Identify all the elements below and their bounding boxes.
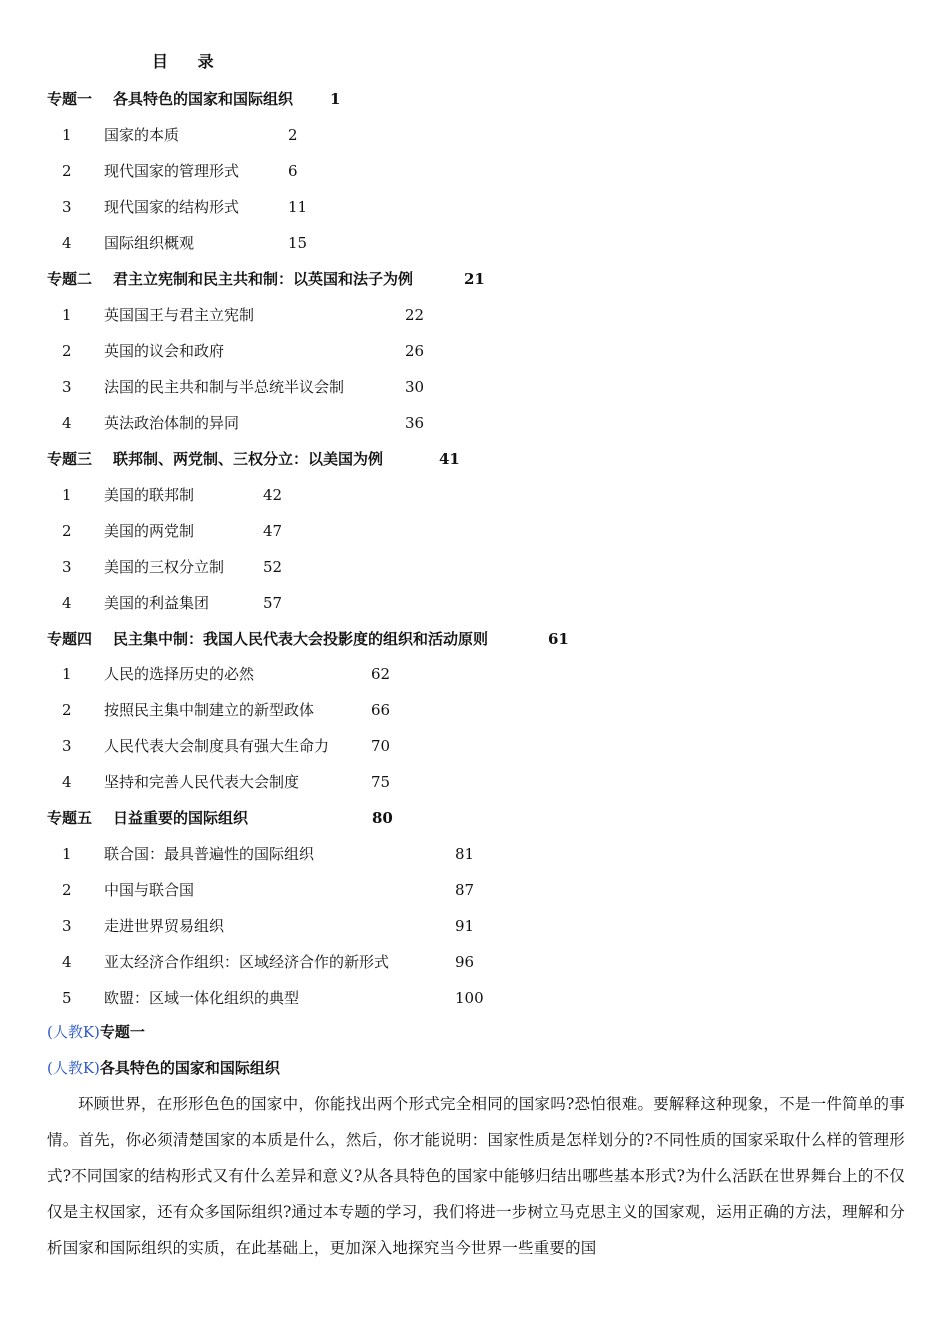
toc-item-text[interactable]: 按照民主集中制建立的新型政体 [104,701,315,719]
toc-item-page: 11 [288,198,308,216]
toc-item-text[interactable]: 英法政治体制的异同 [104,414,240,432]
toc-item-text[interactable]: 现代国家的结构形式 [104,198,240,216]
toc-item-num: 2 [62,342,72,360]
toc-item-page: 36 [405,414,425,432]
toc-item-page: 42 [263,486,283,504]
toc-item-num: 3 [62,198,72,216]
toc-item-page: 96 [455,953,475,971]
toc-item-text[interactable]: 亚太经济合作组织：区域经济合作的新形式 [104,953,390,971]
toc-item-num: 4 [62,234,72,252]
chapter-subheading [47,1058,280,1078]
toc-item-page: 2 [288,126,298,144]
toc-item-num: 4 [62,773,72,791]
toc-item-text[interactable]: 人民代表大会制度具有强大生命力 [104,737,330,755]
toc-item-num: 2 [62,701,72,719]
toc-item-text[interactable]: 国家的本质 [104,126,180,144]
toc-item-num: 3 [62,737,72,755]
toc-item-num: 2 [62,881,72,899]
toc-section-2-label[interactable]: 专题二 [47,270,93,288]
toc-item-num: 1 [62,845,72,863]
toc-item-text[interactable]: 国际组织概观 [104,234,195,252]
toc-item-text[interactable]: 美国的联邦制 [104,486,195,504]
toc-item-num: 1 [62,486,72,504]
toc-item-page: 30 [405,378,425,396]
source-tag: (人教K) [47,1023,100,1041]
toc-section-3-title[interactable]: 联邦制、两党制、三权分立：以美国为例 [113,450,384,468]
toc-item-page: 66 [371,701,391,719]
toc-section-3-label[interactable]: 专题三 [47,450,93,468]
toc-item-text[interactable]: 英国的议会和政府 [104,342,225,360]
toc-item-text[interactable]: 美国的利益集团 [104,594,210,612]
toc-item-text[interactable]: 法国的民主共和制与半总统半议会制 [104,378,345,396]
toc-item-num: 3 [62,378,72,396]
chapter-heading [47,1022,145,1042]
toc-item-page: 47 [263,522,283,540]
toc-item-num: 2 [62,522,72,540]
toc-title-char-1: 目 [152,52,169,71]
toc-item-num: 4 [62,953,72,971]
toc-item-num: 2 [62,162,72,180]
toc-item-page: 75 [371,773,391,791]
toc-item-text[interactable]: 坚持和完善人民代表大会制度 [104,773,300,791]
toc-section-3-page: 41 [439,450,460,468]
toc-item-page: 87 [455,881,475,899]
toc-item-num: 1 [62,126,72,144]
toc-item-text[interactable]: 美国的两党制 [104,522,195,540]
toc-section-1-title[interactable]: 各具特色的国家和国际组织 [113,90,294,108]
toc-item-page: 15 [288,234,308,252]
toc-item-text[interactable]: 中国与联合国 [104,881,195,899]
toc-section-4-label[interactable]: 专题四 [47,630,93,648]
toc-section-4-title[interactable]: 民主集中制：我国人民代表大会投影度的组织和活动原则 [113,630,489,648]
toc-item-text[interactable]: 美国的三权分立制 [104,558,225,576]
toc-item-page: 70 [371,737,391,755]
toc-item-text[interactable]: 走进世界贸易组织 [104,917,225,935]
toc-section-1-page: 1 [330,90,341,108]
toc-title-char-2: 录 [197,52,214,71]
toc-item-text[interactable]: 现代国家的管理形式 [104,162,240,180]
toc-item-num: 4 [62,594,72,612]
source-tag: (人教K) [47,1059,100,1077]
toc-section-4-page: 61 [548,630,569,648]
toc-section-5-title[interactable]: 日益重要的国际组织 [113,809,249,827]
toc-item-num: 3 [62,917,72,935]
toc-section-5-page: 80 [372,809,393,827]
toc-item-page: 22 [405,306,425,324]
toc-item-text[interactable]: 英国国王与君主立宪制 [104,306,255,324]
intro-paragraph: 环顾世界，在形形色色的国家中，你能找出两个形式完全相同的国家吗?恐怕很难。要解释这种现象，不是一件简单的事情。首先，你必须清楚国家的本质是什么，然后，你才能说明：国家性质是怎样划分的?不同性质的国家采取什么样的管理形式?不同国家的结构形式又有什么差异和意义?从各具特色的国家中能够归结出哪些基本形式?为什么活跃在世界舞台上的不仅仅是主权国家，还有众多国际组织?通过本专题的学习，我们将进一步树立马克思主义的国家观，运用正确的方法，理解和分析国家和国际组织的实质，在此基础上，更加深入地探究当今世界一些重要的国 [47,1095,905,1257]
toc-section-2-title[interactable]: 君主立宪制和民主共和制：以英国和法子为例 [113,270,414,288]
toc-item-num: 1 [62,665,72,683]
toc-item-page: 26 [405,342,425,360]
toc-item-num: 5 [62,989,72,1007]
chapter-subheading-text: 各具特色的国家和国际组织 [99,1059,280,1077]
toc-section-5-label[interactable]: 专题五 [47,809,93,827]
toc-item-page: 100 [455,989,484,1007]
chapter-heading-text: 专题一 [99,1023,145,1041]
toc-item-num: 3 [62,558,72,576]
toc-item-text[interactable]: 联合国：最具普遍性的国际组织 [104,845,315,863]
toc-item-page: 52 [263,558,283,576]
toc-item-page: 81 [455,845,475,863]
toc-item-num: 4 [62,414,72,432]
toc-item-page: 91 [455,917,475,935]
toc-title [152,52,214,72]
toc-section-1-label[interactable]: 专题一 [47,90,93,108]
toc-section-2-page: 21 [464,270,485,288]
toc-item-num: 1 [62,306,72,324]
toc-item-page: 62 [371,665,391,683]
toc-item-page: 57 [263,594,283,612]
toc-item-page: 6 [288,162,298,180]
toc-item-text[interactable]: 欧盟：区域一体化组织的典型 [104,989,300,1007]
toc-item-text[interactable]: 人民的选择历史的必然 [104,665,255,683]
